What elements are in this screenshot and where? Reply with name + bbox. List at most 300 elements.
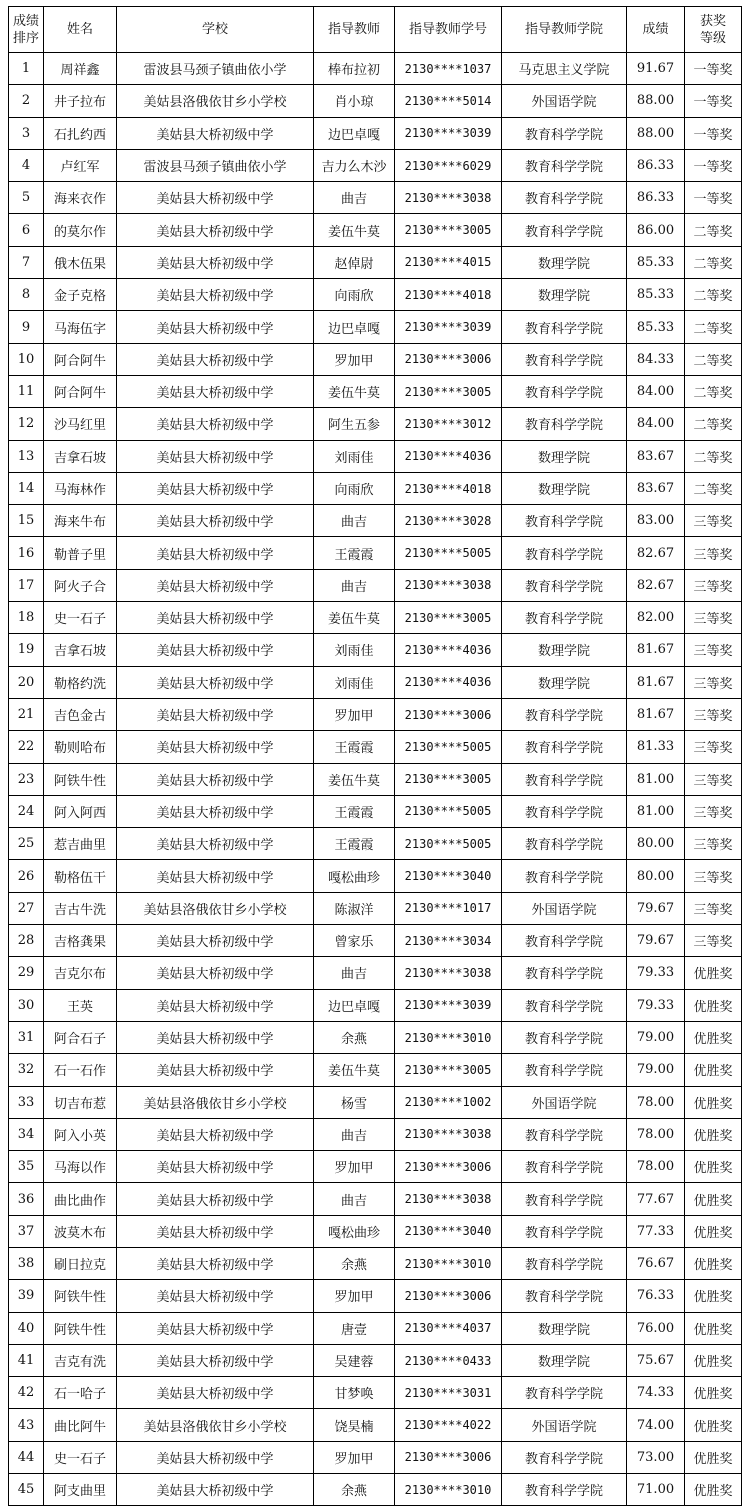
award-level-header — [685, 7, 742, 53]
student-name-cell: 吉拿石坡 — [44, 440, 117, 472]
rank-cell: 37 — [9, 1215, 44, 1247]
rank-cell: 20 — [9, 666, 44, 698]
student-name-cell: 海来衣作 — [44, 182, 117, 214]
table-row — [9, 117, 742, 149]
award-level-cell: 三等奖 — [685, 763, 742, 795]
rank-cell: 19 — [9, 634, 44, 666]
advisor-college-cell: 外国语学院 — [502, 1409, 627, 1441]
advisor-college-cell: 教育科学学院 — [502, 149, 627, 181]
advisor-id-cell: 2130****3040 — [395, 1215, 502, 1247]
score-cell: 71.00 — [627, 1474, 685, 1506]
rank-cell: 23 — [9, 763, 44, 795]
advisor-id-cell: 2130****4022 — [395, 1409, 502, 1441]
rank-cell: 15 — [9, 505, 44, 537]
advisor-cell: 边巴卓嘎 — [314, 117, 395, 149]
school-cell: 美姑县大桥初级中学 — [117, 957, 314, 989]
school-cell: 美姑县大桥初级中学 — [117, 1441, 314, 1473]
rank-cell: 14 — [9, 472, 44, 504]
award-level-cell: 三等奖 — [685, 602, 742, 634]
score-cell: 78.00 — [627, 1151, 685, 1183]
advisor-cell: 姜伍牛莫 — [314, 214, 395, 246]
table-row — [9, 182, 742, 214]
score-cell: 85.33 — [627, 279, 685, 311]
student-name-cell: 石扎约西 — [44, 117, 117, 149]
advisor-college-cell: 数理学院 — [502, 440, 627, 472]
school-cell: 美姑县大桥初级中学 — [117, 472, 314, 504]
award-level-cell: 二等奖 — [685, 472, 742, 504]
table-row — [9, 989, 742, 1021]
advisor-cell: 姜伍牛莫 — [314, 602, 395, 634]
school-cell: 美姑县洛俄依甘乡小学校 — [117, 892, 314, 924]
header-label-line: 指导教师 — [327, 22, 380, 37]
award-level-cell: 三等奖 — [685, 892, 742, 924]
award-level-cell: 二等奖 — [685, 408, 742, 440]
rank-cell: 36 — [9, 1183, 44, 1215]
advisor-id-cell: 2130****5005 — [395, 795, 502, 827]
award-level-cell: 优胜奖 — [685, 1409, 742, 1441]
advisor-college-cell: 数理学院 — [502, 666, 627, 698]
student-name-cell: 马海以作 — [44, 1151, 117, 1183]
school-cell: 雷波县马颈子镇曲依小学 — [117, 149, 314, 181]
rank-cell: 13 — [9, 440, 44, 472]
table-row — [9, 1280, 742, 1312]
rank-cell: 21 — [9, 698, 44, 730]
rank-cell: 3 — [9, 117, 44, 149]
rank-cell: 45 — [9, 1474, 44, 1506]
rank-cell: 35 — [9, 1151, 44, 1183]
student-name-cell: 曲比阿牛 — [44, 1409, 117, 1441]
advisor-id-cell: 2130****3038 — [395, 569, 502, 601]
table-row — [9, 1441, 742, 1473]
rank-cell: 6 — [9, 214, 44, 246]
student-name-cell: 勒普子里 — [44, 537, 117, 569]
table-row — [9, 1247, 742, 1279]
advisor-cell: 余燕 — [314, 1021, 395, 1053]
table-row — [9, 634, 742, 666]
rank-cell: 40 — [9, 1312, 44, 1344]
advisor-id-cell: 2130****4037 — [395, 1312, 502, 1344]
advisor-id-cell: 2130****5014 — [395, 85, 502, 117]
rank-cell: 26 — [9, 860, 44, 892]
advisor-id-cell: 2130****3006 — [395, 1441, 502, 1473]
student-name-cell: 史一石子 — [44, 602, 117, 634]
advisor-cell: 曲吉 — [314, 1118, 395, 1150]
table-row — [9, 53, 742, 85]
table-row — [9, 860, 742, 892]
rank-header — [9, 7, 44, 53]
advisor-cell: 边巴卓嘎 — [314, 311, 395, 343]
score-cell: 81.67 — [627, 634, 685, 666]
award-level-cell: 优胜奖 — [685, 1344, 742, 1376]
score-cell: 79.67 — [627, 892, 685, 924]
school-cell: 美姑县大桥初级中学 — [117, 246, 314, 278]
advisor-id-cell: 2130****3038 — [395, 1118, 502, 1150]
award-level-cell: 一等奖 — [685, 149, 742, 181]
table-row — [9, 892, 742, 924]
school-cell: 美姑县大桥初级中学 — [117, 569, 314, 601]
advisor-cell: 陈淑洋 — [314, 892, 395, 924]
award-level-cell: 三等奖 — [685, 828, 742, 860]
school-cell: 美姑县洛俄依甘乡小学校 — [117, 85, 314, 117]
advisor-cell: 刘雨佳 — [314, 666, 395, 698]
student-name-cell: 阿铁牛性 — [44, 1280, 117, 1312]
school-cell: 美姑县大桥初级中学 — [117, 1151, 314, 1183]
advisor-id-cell: 2130****3006 — [395, 343, 502, 375]
header-label-line: 指导教师学号 — [408, 22, 487, 37]
advisor-cell: 唐壹 — [314, 1312, 395, 1344]
score-cell: 84.33 — [627, 343, 685, 375]
student-name-cell: 石一哈子 — [44, 1377, 117, 1409]
advisor-id-cell: 2130****3005 — [395, 602, 502, 634]
table-row — [9, 1409, 742, 1441]
advisor-id-cell: 2130****3005 — [395, 1054, 502, 1086]
header-label-line: 成绩 — [12, 13, 39, 29]
advisor-college-cell: 教育科学学院 — [502, 182, 627, 214]
table-row — [9, 957, 742, 989]
school-cell: 美姑县大桥初级中学 — [117, 1280, 314, 1312]
advisor-college-cell: 教育科学学院 — [502, 731, 627, 763]
table-row — [9, 440, 742, 472]
student-name-cell: 吉格龚果 — [44, 925, 117, 957]
award-level-cell: 一等奖 — [685, 85, 742, 117]
school-cell: 美姑县大桥初级中学 — [117, 1312, 314, 1344]
table-row — [9, 311, 742, 343]
header-label-line: 获奖 — [699, 13, 726, 29]
advisor-id-cell: 2130****3040 — [395, 860, 502, 892]
advisor-cell: 姜伍牛莫 — [314, 763, 395, 795]
school-cell: 美姑县大桥初级中学 — [117, 795, 314, 827]
advisor-college-cell: 教育科学学院 — [502, 537, 627, 569]
award-level-cell: 优胜奖 — [685, 1280, 742, 1312]
award-level-cell: 三等奖 — [685, 505, 742, 537]
award-level-cell: 三等奖 — [685, 925, 742, 957]
score-cell: 85.33 — [627, 311, 685, 343]
name-header — [44, 7, 117, 53]
header-row — [9, 7, 742, 53]
rank-cell: 31 — [9, 1021, 44, 1053]
advisor-id-cell: 2130****3010 — [395, 1247, 502, 1279]
student-name-cell: 勒则哈布 — [44, 731, 117, 763]
school-cell: 美姑县大桥初级中学 — [117, 634, 314, 666]
advisor-cell: 饶昊楠 — [314, 1409, 395, 1441]
school-cell: 美姑县大桥初级中学 — [117, 1118, 314, 1150]
award-level-cell: 优胜奖 — [685, 1247, 742, 1279]
advisor-college-cell: 教育科学学院 — [502, 1474, 627, 1506]
score-cell: 78.00 — [627, 1118, 685, 1150]
advisor-cell: 刘雨佳 — [314, 634, 395, 666]
advisor-college-cell: 教育科学学院 — [502, 311, 627, 343]
rank-cell: 43 — [9, 1409, 44, 1441]
school-cell: 美姑县大桥初级中学 — [117, 279, 314, 311]
advisor-cell: 余燕 — [314, 1474, 395, 1506]
table-row — [9, 698, 742, 730]
advisor-cell: 嘎松曲珍 — [314, 860, 395, 892]
score-cell: 83.00 — [627, 505, 685, 537]
school-cell: 美姑县大桥初级中学 — [117, 408, 314, 440]
advisor-cell: 王霞霞 — [314, 537, 395, 569]
rank-cell: 12 — [9, 408, 44, 440]
school-cell: 美姑县大桥初级中学 — [117, 602, 314, 634]
table-row — [9, 1021, 742, 1053]
award-level-cell: 二等奖 — [685, 440, 742, 472]
advisor-id-cell: 2130****3038 — [395, 957, 502, 989]
student-name-cell: 阿入小英 — [44, 1118, 117, 1150]
award-level-cell: 优胜奖 — [685, 1474, 742, 1506]
rank-cell: 24 — [9, 795, 44, 827]
advisor-college-cell: 教育科学学院 — [502, 989, 627, 1021]
student-name-cell: 王英 — [44, 989, 117, 1021]
score-cell: 86.33 — [627, 182, 685, 214]
advisor-id-cell: 2130****3010 — [395, 1474, 502, 1506]
student-name-cell: 勒格伍干 — [44, 860, 117, 892]
award-level-cell: 一等奖 — [685, 117, 742, 149]
advisor-id-cell: 2130****0433 — [395, 1344, 502, 1376]
advisor-college-cell: 教育科学学院 — [502, 408, 627, 440]
table-row — [9, 731, 742, 763]
rank-cell: 9 — [9, 311, 44, 343]
rank-cell: 27 — [9, 892, 44, 924]
advisor-id-cell: 2130****5005 — [395, 537, 502, 569]
advisor-college-cell: 教育科学学院 — [502, 569, 627, 601]
rank-cell: 4 — [9, 149, 44, 181]
rank-cell: 17 — [9, 569, 44, 601]
advisor-college-cell: 教育科学学院 — [502, 1151, 627, 1183]
advisor-id-cell: 2130****4018 — [395, 279, 502, 311]
advisor-id-cell: 2130****3031 — [395, 1377, 502, 1409]
student-name-cell: 马海林作 — [44, 472, 117, 504]
student-name-cell: 曲比曲作 — [44, 1183, 117, 1215]
score-cell: 91.67 — [627, 53, 685, 85]
award-level-cell: 优胜奖 — [685, 1441, 742, 1473]
advisor-cell: 王霞霞 — [314, 828, 395, 860]
advisor-id-cell: 2130****3005 — [395, 214, 502, 246]
header-label-line: 姓名 — [66, 22, 93, 37]
student-name-cell: 史一石子 — [44, 1441, 117, 1473]
award-level-cell: 二等奖 — [685, 214, 742, 246]
advisor-college-cell: 外国语学院 — [502, 1086, 627, 1118]
school-cell: 美姑县洛俄依甘乡小学校 — [117, 1409, 314, 1441]
student-name-cell: 阿合石子 — [44, 1021, 117, 1053]
advisor-college-header — [502, 7, 627, 53]
score-cell: 81.00 — [627, 795, 685, 827]
advisor-cell: 嘎松曲珍 — [314, 1215, 395, 1247]
student-name-cell: 惹吉曲里 — [44, 828, 117, 860]
advisor-college-cell: 教育科学学院 — [502, 375, 627, 407]
advisor-cell: 吴建蓉 — [314, 1344, 395, 1376]
school-cell: 美姑县大桥初级中学 — [117, 343, 314, 375]
award-level-cell: 三等奖 — [685, 698, 742, 730]
school-cell: 美姑县大桥初级中学 — [117, 182, 314, 214]
table-row — [9, 408, 742, 440]
award-level-cell: 二等奖 — [685, 279, 742, 311]
score-cell: 81.33 — [627, 731, 685, 763]
school-cell: 美姑县大桥初级中学 — [117, 117, 314, 149]
table-row — [9, 375, 742, 407]
school-cell: 美姑县大桥初级中学 — [117, 311, 314, 343]
advisor-id-cell: 2130****4015 — [395, 246, 502, 278]
school-cell: 美姑县大桥初级中学 — [117, 537, 314, 569]
award-level-cell: 三等奖 — [685, 860, 742, 892]
score-cell: 82.67 — [627, 569, 685, 601]
award-level-cell: 三等奖 — [685, 666, 742, 698]
header-label-line: 等级 — [699, 30, 726, 46]
award-level-cell: 二等奖 — [685, 343, 742, 375]
school-cell: 美姑县大桥初级中学 — [117, 828, 314, 860]
student-name-cell: 马海伍字 — [44, 311, 117, 343]
advisor-id-cell: 2130****3005 — [395, 375, 502, 407]
student-name-cell: 吉古牛洗 — [44, 892, 117, 924]
advisor-cell: 王霞霞 — [314, 795, 395, 827]
score-cell: 78.00 — [627, 1086, 685, 1118]
award-level-cell: 三等奖 — [685, 795, 742, 827]
rank-cell: 25 — [9, 828, 44, 860]
score-cell: 73.00 — [627, 1441, 685, 1473]
advisor-cell: 曲吉 — [314, 182, 395, 214]
rank-cell: 8 — [9, 279, 44, 311]
advisor-cell: 罗加甲 — [314, 1441, 395, 1473]
advisor-id-cell: 2130****3006 — [395, 1280, 502, 1312]
advisor-college-cell: 教育科学学院 — [502, 1118, 627, 1150]
student-name-cell: 阿铁牛性 — [44, 1312, 117, 1344]
header-label-line: 排序 — [12, 30, 39, 46]
student-name-cell: 俄木伍果 — [44, 246, 117, 278]
table-header — [9, 7, 742, 53]
award-level-cell: 优胜奖 — [685, 1151, 742, 1183]
advisor-cell: 罗加甲 — [314, 1280, 395, 1312]
score-cell: 85.33 — [627, 246, 685, 278]
student-name-cell: 吉克尔布 — [44, 957, 117, 989]
score-cell: 75.67 — [627, 1344, 685, 1376]
advisor-cell: 姜伍牛莫 — [314, 1054, 395, 1086]
advisor-cell: 余燕 — [314, 1247, 395, 1279]
advisor-college-cell: 教育科学学院 — [502, 117, 627, 149]
table-row — [9, 1054, 742, 1086]
table-row — [9, 1086, 742, 1118]
award-level-cell: 优胜奖 — [685, 989, 742, 1021]
award-level-cell: 二等奖 — [685, 246, 742, 278]
award-level-cell: 三等奖 — [685, 537, 742, 569]
score-cell: 80.00 — [627, 828, 685, 860]
table-row — [9, 472, 742, 504]
score-cell: 77.33 — [627, 1215, 685, 1247]
score-cell: 76.00 — [627, 1312, 685, 1344]
table-row — [9, 1215, 742, 1247]
table-row — [9, 537, 742, 569]
table-row — [9, 246, 742, 278]
school-cell: 美姑县大桥初级中学 — [117, 1474, 314, 1506]
advisor-college-cell: 教育科学学院 — [502, 860, 627, 892]
advisor-cell: 赵倬尉 — [314, 246, 395, 278]
school-cell: 美姑县大桥初级中学 — [117, 698, 314, 730]
score-header — [627, 7, 685, 53]
score-cell: 81.00 — [627, 763, 685, 795]
school-cell: 美姑县大桥初级中学 — [117, 731, 314, 763]
school-cell: 美姑县洛俄依甘乡小学校 — [117, 1086, 314, 1118]
score-cell: 81.67 — [627, 666, 685, 698]
award-level-cell: 优胜奖 — [685, 1118, 742, 1150]
advisor-college-cell: 教育科学学院 — [502, 957, 627, 989]
student-name-cell: 石一石作 — [44, 1054, 117, 1086]
school-cell: 美姑县大桥初级中学 — [117, 1054, 314, 1086]
score-cell: 88.00 — [627, 117, 685, 149]
advisor-cell: 曲吉 — [314, 569, 395, 601]
table-row — [9, 1118, 742, 1150]
advisor-id-cell: 2130****3038 — [395, 1183, 502, 1215]
header-label-line: 成绩 — [642, 22, 669, 37]
table-row — [9, 149, 742, 181]
student-name-cell: 阿铁牛性 — [44, 763, 117, 795]
advisor-id-cell: 2130****3038 — [395, 182, 502, 214]
advisor-college-cell: 教育科学学院 — [502, 1183, 627, 1215]
award-level-cell: 二等奖 — [685, 311, 742, 343]
advisor-cell: 曲吉 — [314, 505, 395, 537]
advisor-id-cell: 2130****4036 — [395, 440, 502, 472]
score-cell: 84.00 — [627, 375, 685, 407]
school-cell: 雷波县马颈子镇曲依小学 — [117, 53, 314, 85]
advisor-college-cell: 数理学院 — [502, 1312, 627, 1344]
school-cell: 美姑县大桥初级中学 — [117, 925, 314, 957]
advisor-college-cell: 教育科学学院 — [502, 763, 627, 795]
advisor-id-cell: 2130****5005 — [395, 828, 502, 860]
advisor-college-cell: 马克思主义学院 — [502, 53, 627, 85]
advisor-id-cell: 2130****3010 — [395, 1021, 502, 1053]
school-cell: 美姑县大桥初级中学 — [117, 1183, 314, 1215]
advisor-cell: 刘雨佳 — [314, 440, 395, 472]
score-cell: 84.00 — [627, 408, 685, 440]
student-name-cell: 切吉布惹 — [44, 1086, 117, 1118]
student-name-cell: 阿合阿牛 — [44, 375, 117, 407]
advisor-cell: 姜伍牛莫 — [314, 375, 395, 407]
score-cell: 83.67 — [627, 472, 685, 504]
table-row — [9, 925, 742, 957]
advisor-cell: 罗加甲 — [314, 1151, 395, 1183]
student-name-cell: 阿火子合 — [44, 569, 117, 601]
school-cell: 美姑县大桥初级中学 — [117, 1021, 314, 1053]
table-body — [9, 53, 742, 1506]
score-cell: 82.67 — [627, 537, 685, 569]
advisor-college-cell: 外国语学院 — [502, 85, 627, 117]
student-name-cell: 的莫尔作 — [44, 214, 117, 246]
rank-cell: 38 — [9, 1247, 44, 1279]
table-row — [9, 1183, 742, 1215]
table-row — [9, 666, 742, 698]
student-name-cell: 阿合阿牛 — [44, 343, 117, 375]
advisor-college-cell: 数理学院 — [502, 634, 627, 666]
table-row — [9, 343, 742, 375]
advisor-college-cell: 教育科学学院 — [502, 505, 627, 537]
rank-cell: 34 — [9, 1118, 44, 1150]
advisor-id-cell: 2130****4036 — [395, 634, 502, 666]
advisor-college-cell: 教育科学学院 — [502, 343, 627, 375]
rank-cell: 33 — [9, 1086, 44, 1118]
advisor-id-cell: 2130****3006 — [395, 698, 502, 730]
advisor-college-cell: 数理学院 — [502, 279, 627, 311]
advisor-header — [314, 7, 395, 53]
advisor-cell: 阿生五参 — [314, 408, 395, 440]
table-row — [9, 602, 742, 634]
score-cell: 74.00 — [627, 1409, 685, 1441]
school-cell: 美姑县大桥初级中学 — [117, 989, 314, 1021]
score-cell: 79.67 — [627, 925, 685, 957]
student-name-cell: 刷日拉克 — [44, 1247, 117, 1279]
advisor-id-header — [395, 7, 502, 53]
award-level-cell: 优胜奖 — [685, 1086, 742, 1118]
advisor-college-cell: 教育科学学院 — [502, 1441, 627, 1473]
advisor-cell: 棒布拉初 — [314, 53, 395, 85]
score-cell: 79.00 — [627, 1021, 685, 1053]
award-level-cell: 优胜奖 — [685, 1215, 742, 1247]
school-cell: 美姑县大桥初级中学 — [117, 666, 314, 698]
